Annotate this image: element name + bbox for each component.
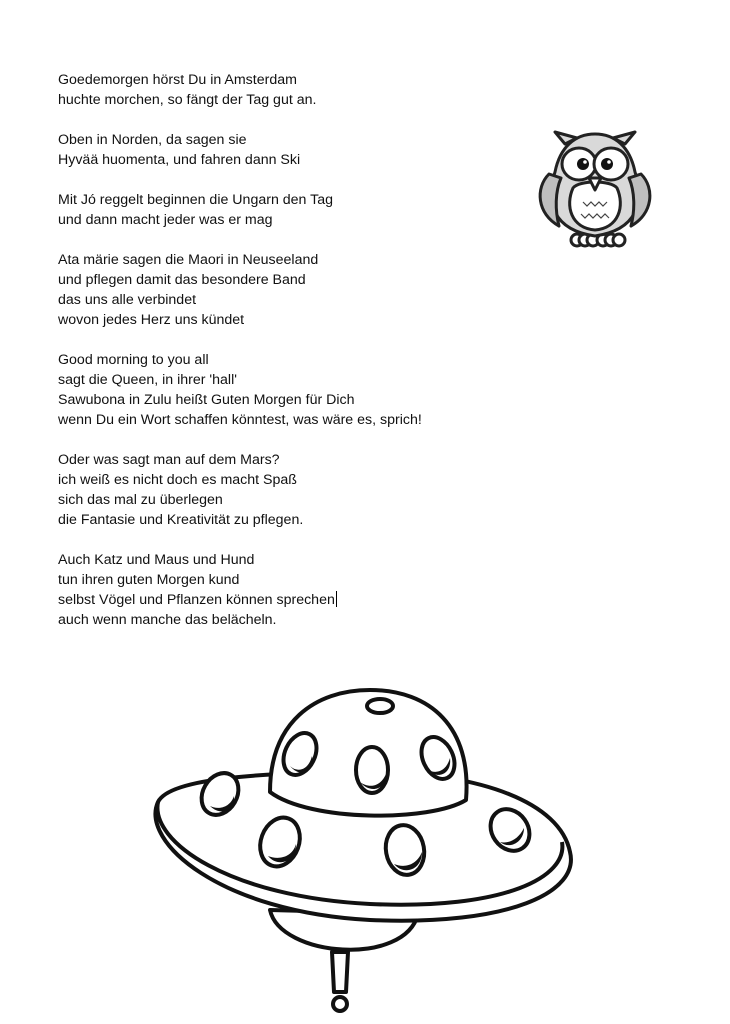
poem-line: auch wenn manche das belächeln.: [58, 612, 277, 628]
poem-line: Good morning to you all: [58, 352, 209, 368]
text-cursor: [336, 591, 337, 607]
stanza-4: [58, 250, 422, 330]
poem-line: Hyvää huomenta, und fahren dann Ski: [58, 152, 301, 168]
poem-line: das uns alle verbindet: [58, 292, 197, 308]
poem-text[interactable]: [58, 70, 422, 650]
poem-line: Mit Jó reggelt beginnen die Ungarn den Tag: [58, 192, 334, 208]
poem-line: Sawubona in Zulu heißt Guten Morgen für Dich: [58, 392, 355, 408]
poem-line: selbst Vögel und Pflanzen können sprechen: [58, 592, 335, 608]
stanza-5: [58, 350, 422, 430]
poem-line: sich das mal zu überlegen: [58, 492, 223, 508]
stanza-6: [58, 450, 422, 530]
poem-line: Oben in Norden, da sagen sie: [58, 132, 247, 148]
poem-line: Goedemorgen hörst Du in Amsterdam: [58, 72, 297, 88]
stanza-1: [58, 70, 422, 110]
poem-line: Ata märie sagen die Maori in Neuseeland: [58, 252, 319, 268]
stanza-7: [58, 550, 422, 630]
poem-line: Oder was sagt man auf dem Mars?: [58, 452, 280, 468]
poem-line: wovon jedes Herz uns kündet: [58, 312, 245, 328]
poem-line: huchte morchen, so fängt der Tag gut an.: [58, 92, 317, 108]
poem-line: sagt die Queen, in ihrer 'hall': [58, 372, 237, 388]
poem-line: tun ihren guten Morgen kund: [58, 572, 240, 588]
stanza-2: [58, 130, 422, 170]
poem-line: ich weiß es nicht doch es macht Spaß: [58, 472, 297, 488]
poem-line: und pflegen damit das besondere Band: [58, 272, 306, 288]
poem-line: Auch Katz und Maus und Hund: [58, 552, 255, 568]
ufo-icon: [150, 682, 580, 1017]
poem-line: die Fantasie und Kreativität zu pflegen.: [58, 512, 304, 528]
poem-line: wenn Du ein Wort schaffen könntest, was wäre es, sprich!: [58, 412, 422, 428]
stanza-3: [58, 190, 422, 230]
owl-icon: [525, 122, 665, 257]
poem-line: und dann macht jeder was er mag: [58, 212, 273, 228]
